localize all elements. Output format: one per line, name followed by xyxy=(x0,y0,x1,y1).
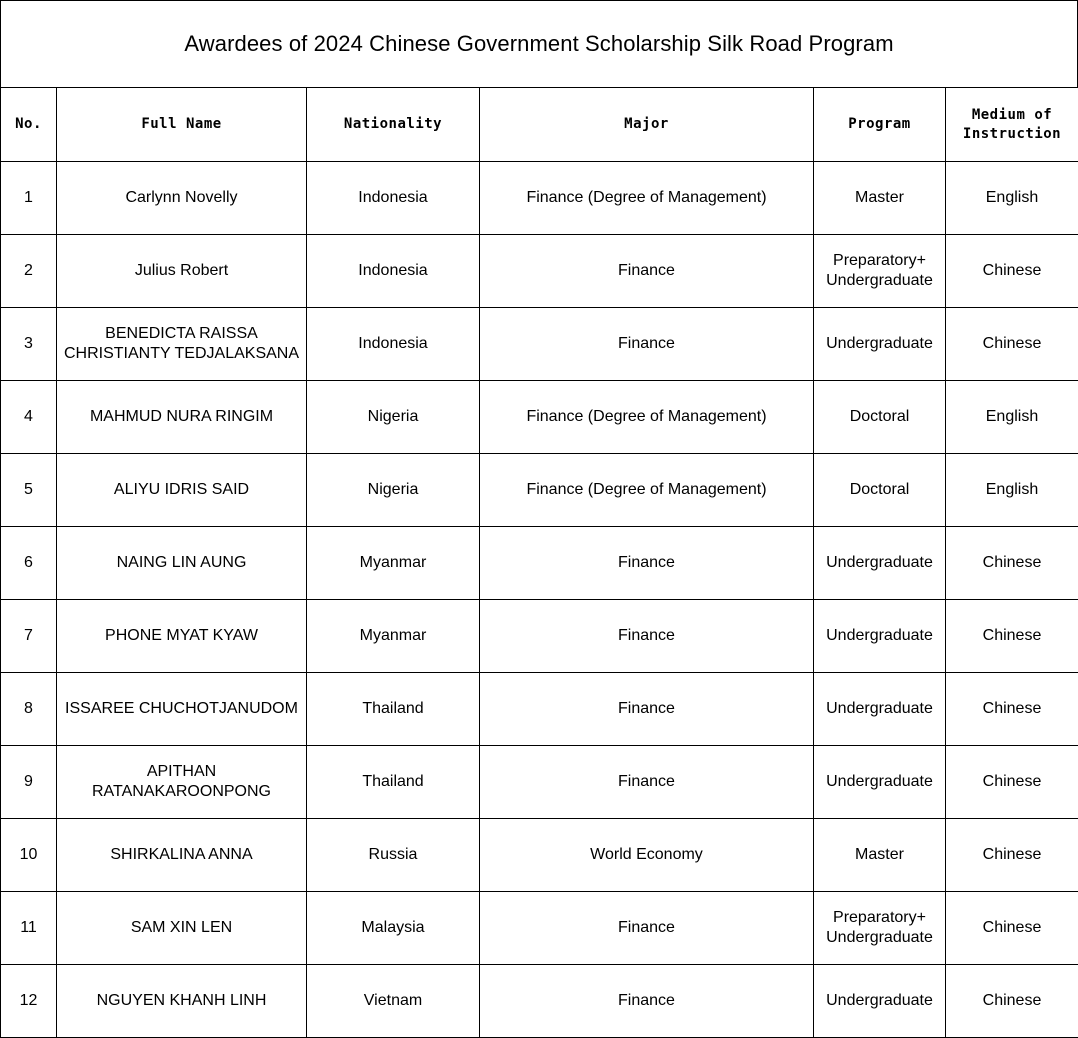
cell-name: ALIYU IDRIS SAID xyxy=(57,454,307,527)
table-row xyxy=(1,600,1078,673)
header-full-name: Full Name xyxy=(57,88,307,162)
header-major: Major xyxy=(480,88,814,162)
cell-major: Finance xyxy=(480,965,814,1038)
cell-major: Finance xyxy=(480,235,814,308)
cell-no: 12 xyxy=(1,965,57,1038)
table-row xyxy=(1,527,1078,600)
cell-nationality: Vietnam xyxy=(307,965,480,1038)
cell-major: Finance xyxy=(480,308,814,381)
cell-major: Finance (Degree of Management) xyxy=(480,162,814,235)
cell-no: 8 xyxy=(1,673,57,746)
cell-name: ISSAREE CHUCHOTJANUDOM xyxy=(57,673,307,746)
cell-medium: Chinese xyxy=(946,235,1078,308)
cell-program: Preparatory+ Undergraduate xyxy=(814,235,946,308)
cell-no: 11 xyxy=(1,892,57,965)
cell-no: 3 xyxy=(1,308,57,381)
title-row xyxy=(0,0,1078,87)
header-nationality: Nationality xyxy=(307,88,480,162)
cell-major: Finance (Degree of Management) xyxy=(480,381,814,454)
cell-program: Undergraduate xyxy=(814,746,946,819)
cell-nationality: Indonesia xyxy=(307,235,480,308)
cell-nationality: Malaysia xyxy=(307,892,480,965)
page-title: Awardees of 2024 Chinese Government Scholarship Silk Road Program xyxy=(184,31,894,56)
cell-program: Doctoral xyxy=(814,381,946,454)
cell-nationality: Thailand xyxy=(307,746,480,819)
cell-medium: Chinese xyxy=(946,308,1078,381)
table-row xyxy=(1,965,1078,1038)
cell-nationality: Myanmar xyxy=(307,600,480,673)
cell-name: APITHAN RATANAKAROONPONG xyxy=(57,746,307,819)
cell-no: 4 xyxy=(1,381,57,454)
header-medium: Medium of Instruction xyxy=(946,88,1078,162)
cell-nationality: Nigeria xyxy=(307,454,480,527)
table-row xyxy=(1,162,1078,235)
cell-major: Finance xyxy=(480,600,814,673)
cell-program: Undergraduate xyxy=(814,673,946,746)
cell-program: Undergraduate xyxy=(814,527,946,600)
header-no: No. xyxy=(1,88,57,162)
cell-nationality: Indonesia xyxy=(307,308,480,381)
cell-medium: Chinese xyxy=(946,673,1078,746)
cell-name: NGUYEN KHANH LINH xyxy=(57,965,307,1038)
cell-name: Julius Robert xyxy=(57,235,307,308)
awardees-table xyxy=(0,87,1078,1038)
cell-no: 5 xyxy=(1,454,57,527)
cell-nationality: Indonesia xyxy=(307,162,480,235)
cell-program: Master xyxy=(814,819,946,892)
cell-medium: English xyxy=(946,381,1078,454)
cell-program: Undergraduate xyxy=(814,308,946,381)
cell-name: MAHMUD NURA RINGIM xyxy=(57,381,307,454)
cell-major: Finance (Degree of Management) xyxy=(480,454,814,527)
cell-medium: Chinese xyxy=(946,527,1078,600)
table-row xyxy=(1,235,1078,308)
table-row xyxy=(1,892,1078,965)
cell-program: Doctoral xyxy=(814,454,946,527)
cell-nationality: Russia xyxy=(307,819,480,892)
cell-no: 1 xyxy=(1,162,57,235)
cell-medium: English xyxy=(946,162,1078,235)
table-header-row xyxy=(1,88,1078,162)
cell-no: 6 xyxy=(1,527,57,600)
cell-nationality: Nigeria xyxy=(307,381,480,454)
cell-medium: Chinese xyxy=(946,819,1078,892)
cell-program: Undergraduate xyxy=(814,965,946,1038)
table-row xyxy=(1,308,1078,381)
cell-medium: Chinese xyxy=(946,746,1078,819)
cell-medium: Chinese xyxy=(946,600,1078,673)
cell-name: SHIRKALINA ANNA xyxy=(57,819,307,892)
table-row xyxy=(1,673,1078,746)
cell-name: BENEDICTA RAISSA CHRISTIANTY TEDJALAKSANA xyxy=(57,308,307,381)
table-row xyxy=(1,746,1078,819)
table-row xyxy=(1,454,1078,527)
cell-major: Finance xyxy=(480,746,814,819)
cell-nationality: Myanmar xyxy=(307,527,480,600)
cell-medium: English xyxy=(946,454,1078,527)
cell-program: Master xyxy=(814,162,946,235)
cell-nationality: Thailand xyxy=(307,673,480,746)
cell-medium: Chinese xyxy=(946,965,1078,1038)
cell-no: 7 xyxy=(1,600,57,673)
cell-major: World Economy xyxy=(480,819,814,892)
table-row xyxy=(1,381,1078,454)
cell-major: Finance xyxy=(480,892,814,965)
header-program: Program xyxy=(814,88,946,162)
cell-name: Carlynn Novelly xyxy=(57,162,307,235)
cell-no: 10 xyxy=(1,819,57,892)
cell-no: 9 xyxy=(1,746,57,819)
cell-medium: Chinese xyxy=(946,892,1078,965)
cell-no: 2 xyxy=(1,235,57,308)
cell-program: Undergraduate xyxy=(814,600,946,673)
cell-name: NAING LIN AUNG xyxy=(57,527,307,600)
cell-program: Preparatory+ Undergraduate xyxy=(814,892,946,965)
cell-major: Finance xyxy=(480,673,814,746)
table-row xyxy=(1,819,1078,892)
cell-name: SAM XIN LEN xyxy=(57,892,307,965)
cell-major: Finance xyxy=(480,527,814,600)
cell-name: PHONE MYAT KYAW xyxy=(57,600,307,673)
